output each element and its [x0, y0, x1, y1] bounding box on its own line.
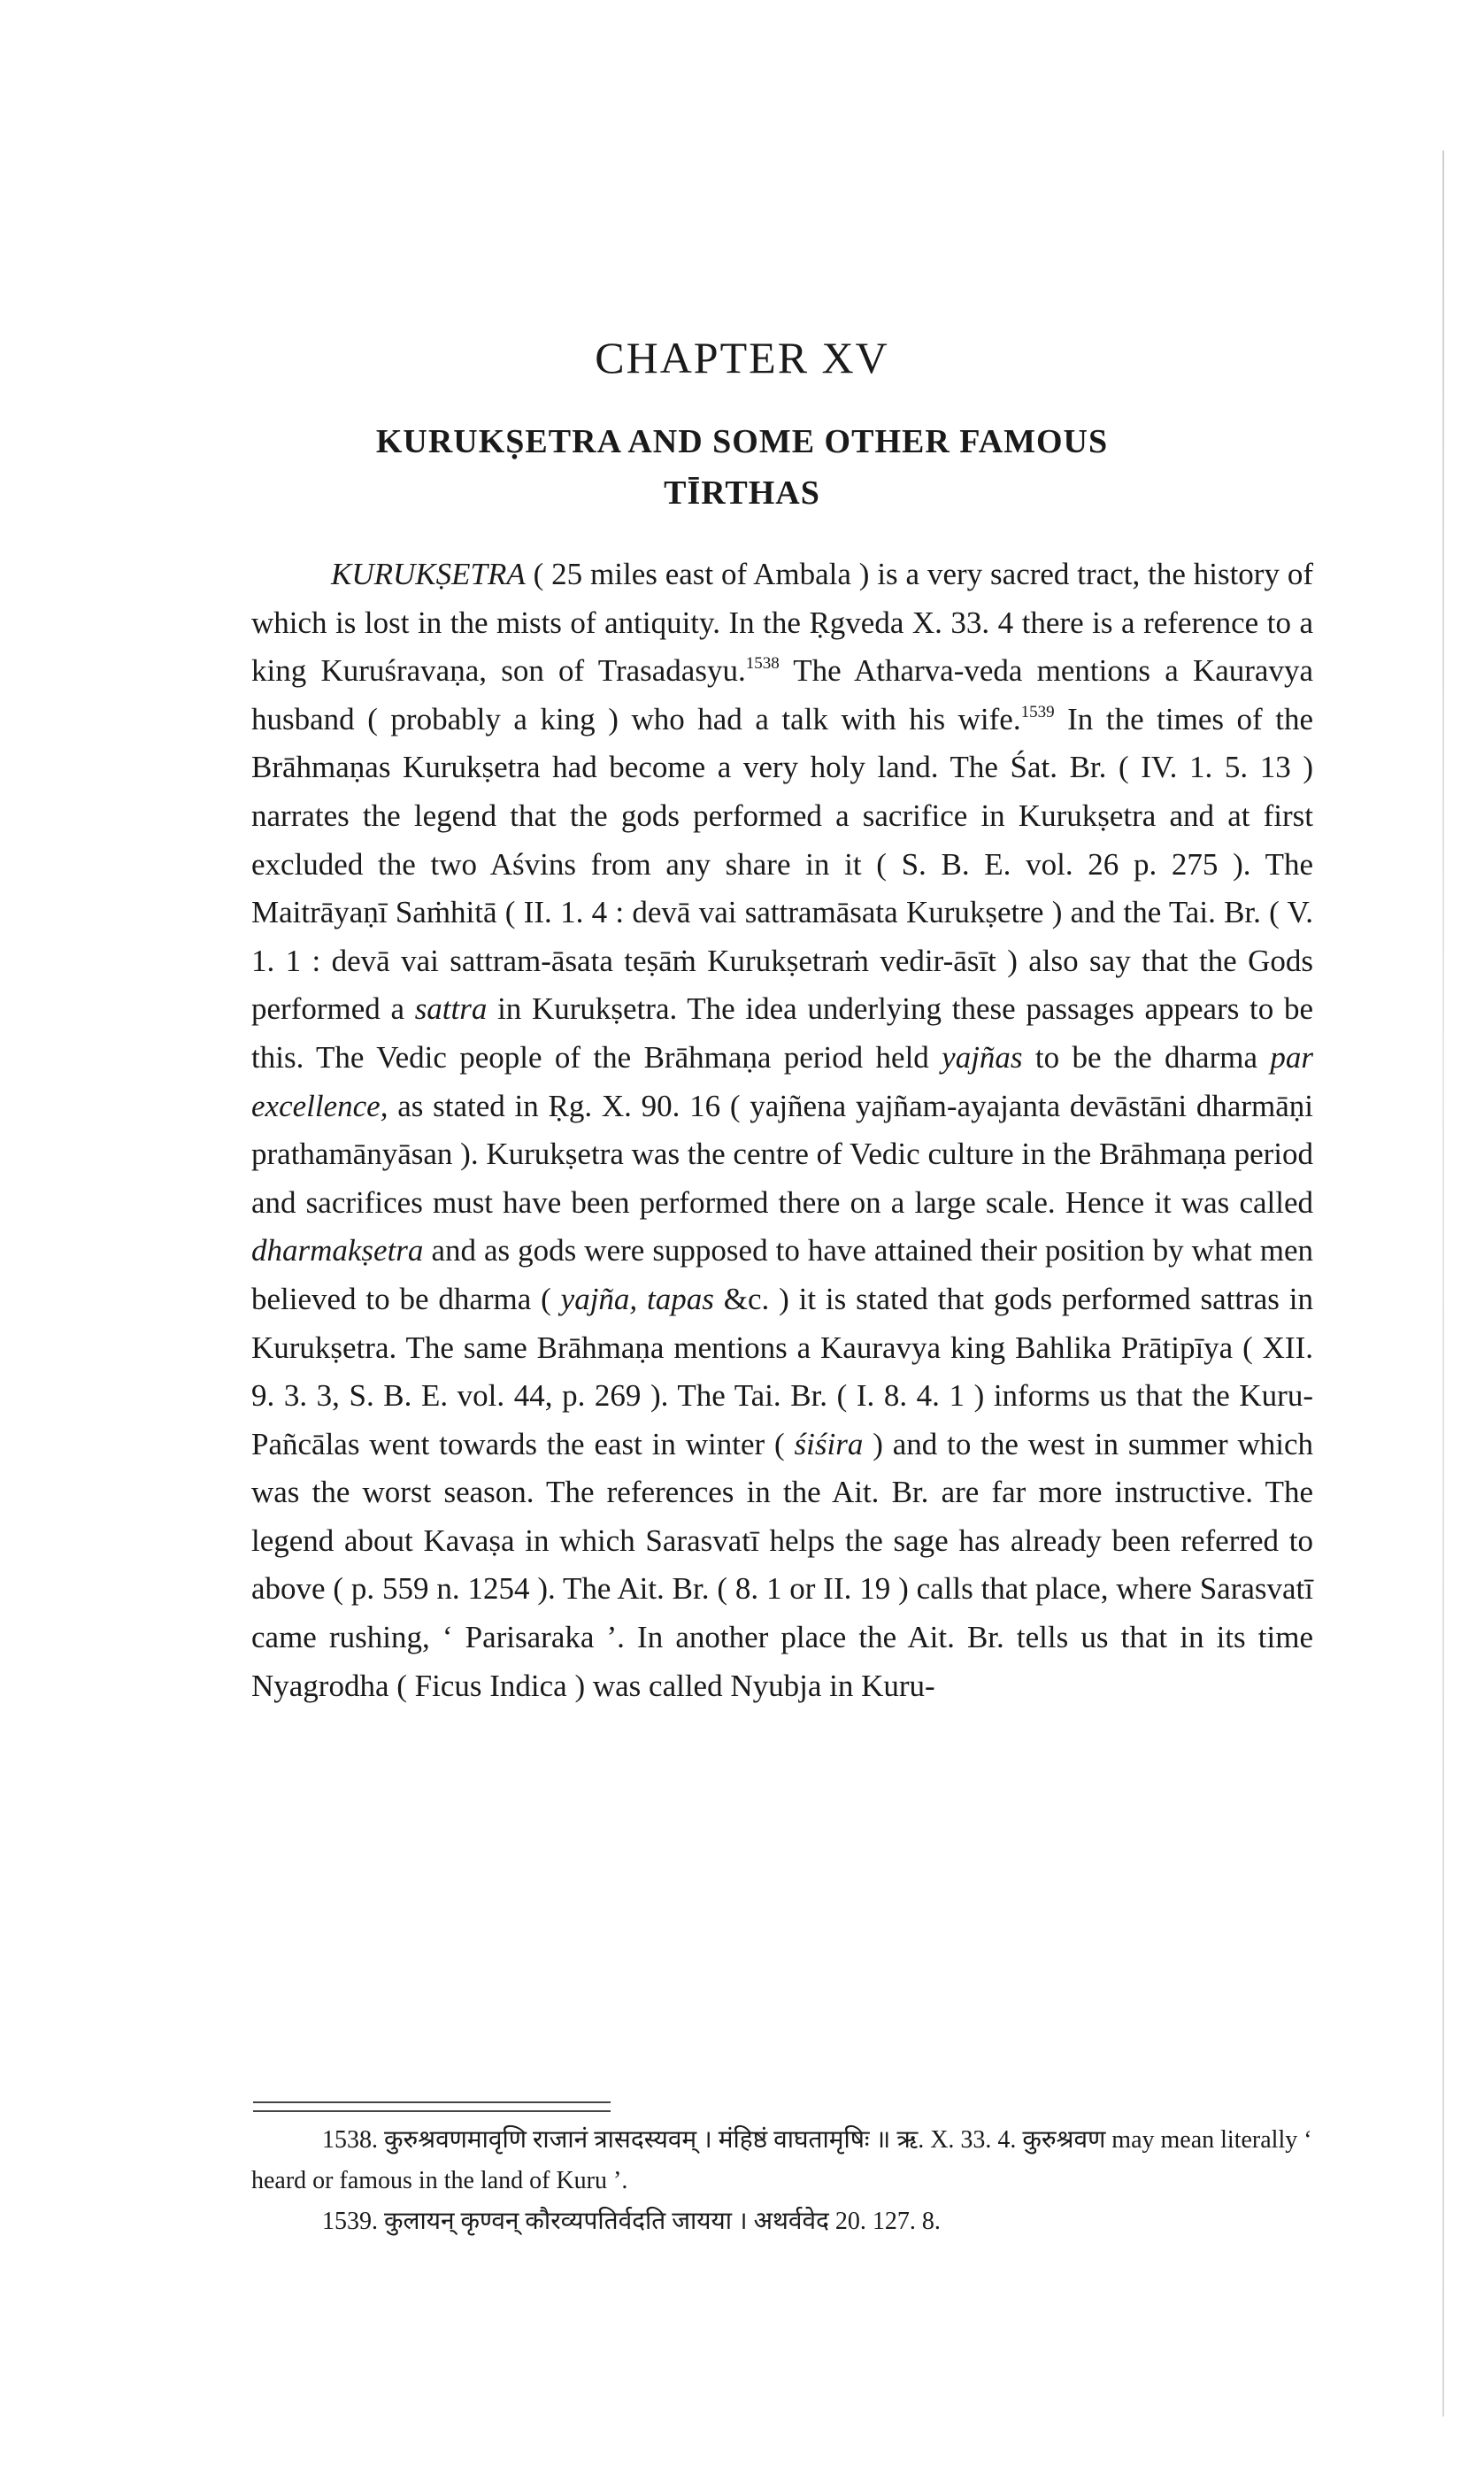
- body-text: [251, 551, 1313, 1710]
- footnote-text: कुरुश्रवणमावृणि राजानं त्रासदस्यवम् । मंहिष्ठं वाघतामृषिः ॥ ऋ. X. 33. 4. कुरुश्रवण may mean literally ‘ heard or famous in the land of Kuru ’.: [251, 2126, 1312, 2194]
- text-segment: in Kurukṣetra. The idea underlying these passages appears to be this. The Vedic people of the Brāhmaṇa period held: [251, 991, 1313, 1075]
- chapter-title-line-2: TĪRTHAS: [664, 474, 820, 512]
- italic-term: sattra: [414, 991, 488, 1027]
- paragraph: [251, 551, 1313, 1710]
- text-segment: to be the dharma: [1022, 1039, 1271, 1075]
- italic-term: yajñas: [942, 1039, 1023, 1075]
- lead-term: KURUKṢETRA: [331, 557, 526, 591]
- italic-term: yajña, tapas: [560, 1281, 714, 1316]
- footnote-ref-1538: 1538: [745, 654, 780, 674]
- footnote-number: 1539.: [322, 2208, 378, 2235]
- chapter-title-line-1: KURUKṢETRA AND SOME OTHER FAMOUS: [375, 423, 1109, 460]
- footnote-number: 1538.: [322, 2126, 378, 2154]
- footnote-text: कुलायन् कृण्वन् कौरव्यपतिर्वदति जायया । अथर्ववेद 20. 127. 8.: [378, 2208, 941, 2235]
- text-segment: ( 25 miles east of Ambala ) is a very sacred tract, the history of which is lost in the mists of antiquity. In the Ṛgveda X. 33. 4 there is a reference to a king Kuruśravaṇa, son of Trasadasyu.: [251, 557, 1313, 689]
- footnotes: [251, 2120, 1313, 2242]
- footnote-1538: [251, 2120, 1313, 2201]
- text-segment: &c. ) it is stated that gods performed sattras in Kurukṣetra. The same Brāhmaṇa mentions a Kauravya king Bahlika Prātipīya ( XII. 9. 3. 3, S. B. E. vol. 44, p. 269 ). The Tai. Br. ( I. 8. 4. 1 ) informs us that the Kuru-Pañcālas went towards the east in winter (: [251, 1281, 1313, 1461]
- chapter-heading: CHAPTER XV: [595, 333, 889, 382]
- italic-term: par excellence,: [251, 1039, 1313, 1123]
- text-segment: as stated in Ṛg. X. 90. 16 ( yajñena yajñam-ayajanta devāstāni dharmāṇi prathamānyāsan ). Kurukṣetra was the centre of Vedic culture in the Brāhmaṇa period and sacrifices must have been performed there on a large scale. Hence it was called: [251, 1088, 1313, 1220]
- text-segment: and as gods were supposed to have attained their position by what men believed to be dharma (: [251, 1233, 1313, 1316]
- italic-term: śiśira: [794, 1426, 864, 1461]
- footnote-separator: [253, 2101, 611, 2112]
- footnote-1539: [251, 2201, 1313, 2242]
- italic-term: dharmakṣetra: [251, 1233, 424, 1268]
- text-segment: ) and to the west in summer which was the worst season. The references in the Ait. Br. are far more instructive. The legend about Kavaṣa in which Sarasvatī helps the sage has already been referred to above ( p. 559 n. 1254 ). The Ait. Br. ( 8. 1 or II. 19 ) calls that place, where Sarasvatī came rushing, ‘ Parisaraka ’. In another place the Ait. Br. tells us that in its time Nyagrodha ( Ficus Indica ) was called Nyubja in Kuru-: [251, 1426, 1313, 1703]
- chapter-title: [0, 416, 1484, 519]
- text-segment: The Atharva-veda mentions a Kauravya husband ( probably a king ) who had a talk with his wife.: [251, 653, 1313, 736]
- footnote-ref-1539: 1539: [1020, 702, 1055, 721]
- text-segment: In the times of the Brāhmaṇas Kurukṣetra had become a very holy land. The Śat. Br. ( IV. 1. 5. 13 ) narrates the legend that the gods performed a sacrifice in Kurukṣetra and at first excluded the two Aśvins from any share in it ( S. B. E. vol. 26 p. 275 ). The Maitrāyaṇī Saṁhitā ( II. 1. 4 : devā vai sattramāsata Kurukṣetre ) and the Tai. Br. ( V. 1. 1 : devā vai sattram-āsata teṣāṁ Kurukṣetraṁ vedir-āsīt ) also say that the Gods performed a: [251, 701, 1314, 1027]
